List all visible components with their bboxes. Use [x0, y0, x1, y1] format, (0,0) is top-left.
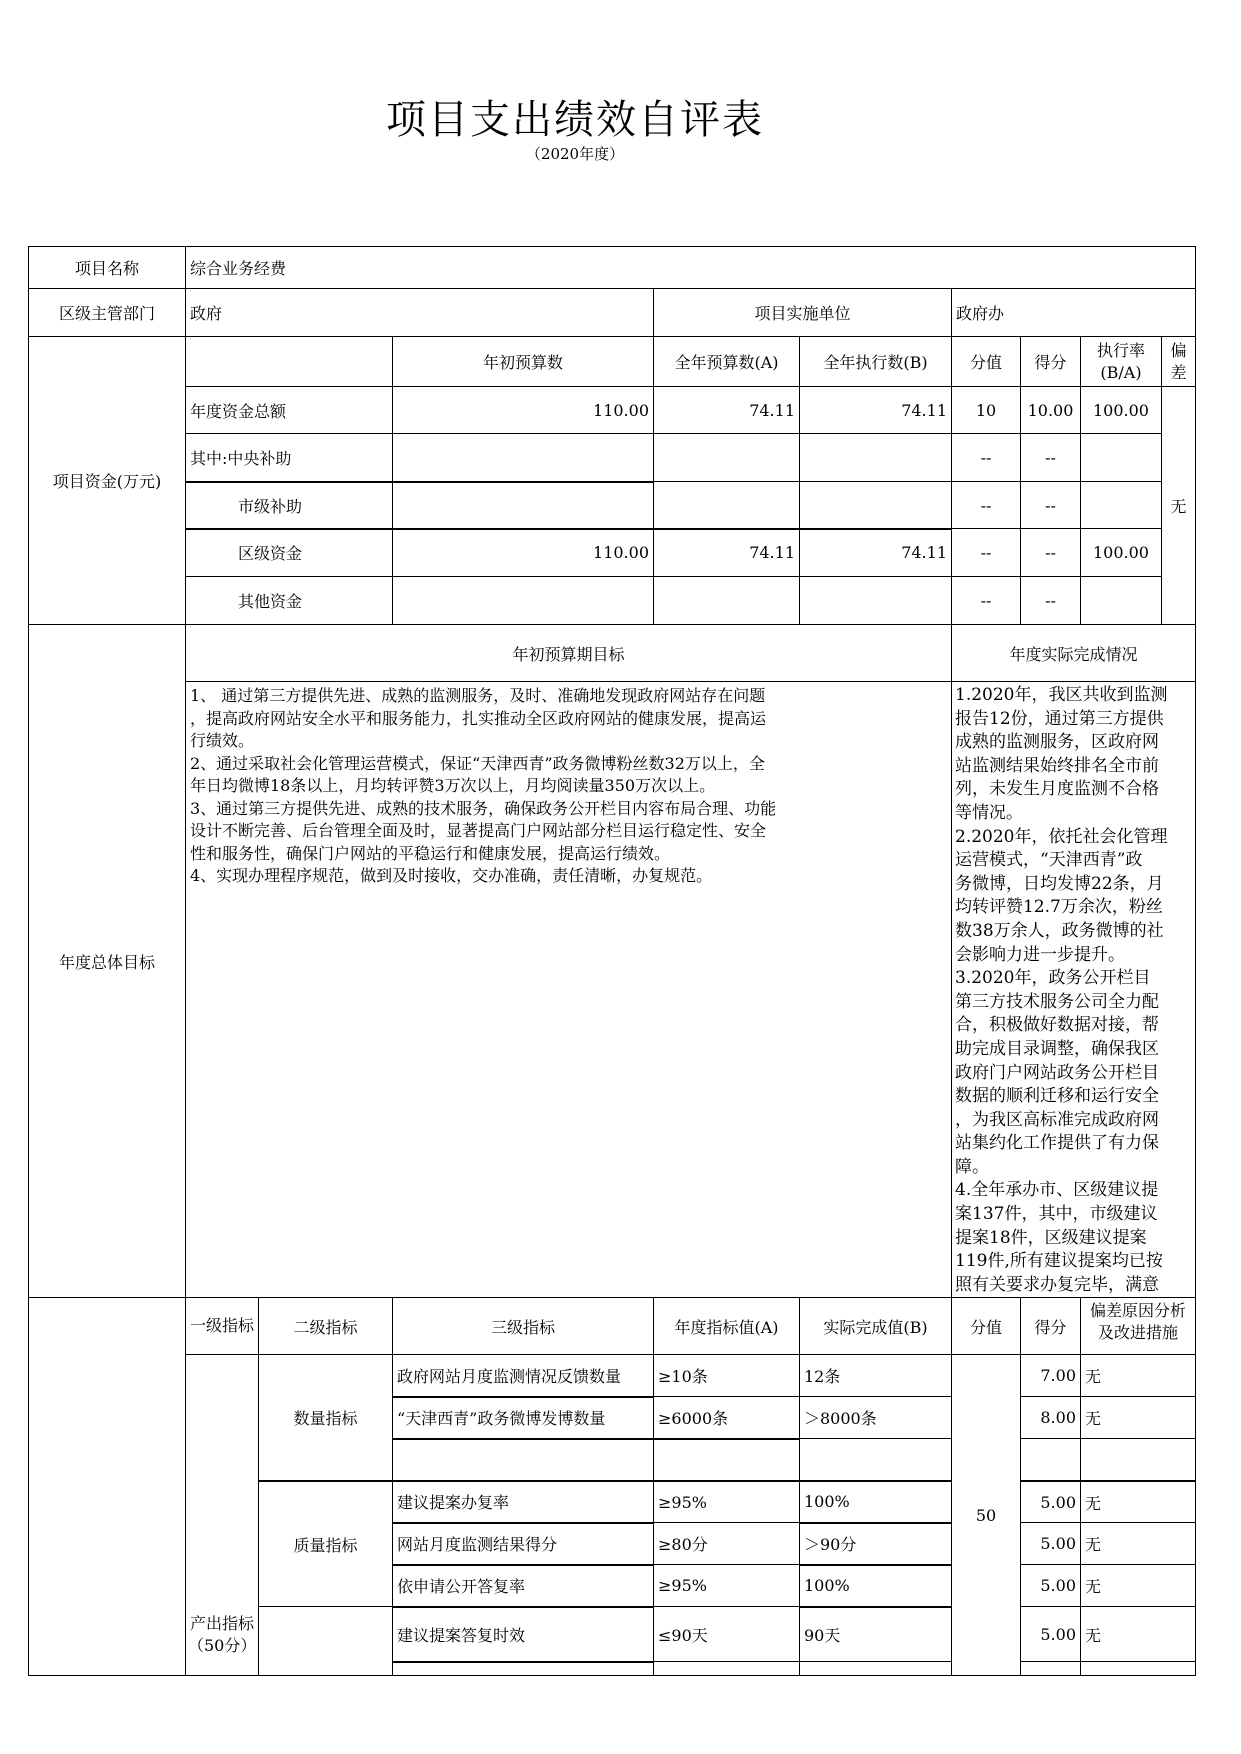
indicator-target: ≥80分 — [654, 1523, 800, 1565]
fund-row-label: 年度资金总额 — [186, 387, 393, 434]
timeliness-indicator-label — [259, 1607, 393, 1676]
fund-full-a — [654, 434, 800, 482]
actual-line: 等情况。 — [955, 802, 1023, 823]
planned-goals-header: 年初预算期目标 — [186, 625, 952, 682]
dept-label: 区级主管部门 — [29, 289, 186, 337]
planned-goal-line: 行绩效。 — [190, 731, 255, 750]
actual-line: 照有关要求办复完毕，满意 — [955, 1274, 1159, 1295]
deviation-value: 无 — [1162, 387, 1196, 625]
actual-line: 成熟的监测服务，区政府网 — [955, 732, 1159, 753]
actual-line: 站集约化工作提供了有力保 — [955, 1133, 1159, 1154]
indicator-name: 建议提案办复率 — [393, 1481, 654, 1523]
unit-label: 项目实施单位 — [654, 289, 952, 337]
indicator-name — [393, 1439, 654, 1481]
col-level1: 一级指标 — [186, 1298, 259, 1355]
indicator-score: 8.00 — [1021, 1397, 1081, 1439]
indicator-actual — [800, 1439, 952, 1481]
col-score-value: 分值 — [952, 337, 1021, 387]
actual-line: 务微博，日均发博22条，月 — [955, 873, 1164, 894]
fund-initial — [393, 482, 654, 529]
fund-rate — [1081, 482, 1162, 529]
fund-initial — [393, 434, 654, 482]
fund-rate — [1081, 434, 1162, 482]
actual-line: 站监测结果始终排名全市前 — [955, 755, 1159, 776]
fund-score: -- — [1021, 434, 1081, 482]
planned-goal-line: 1、 通过第三方提供先进、成熟的监测服务，及时、准确地发现政府网站存在问题 — [190, 686, 766, 705]
actual-completion-text — [952, 682, 1196, 1298]
indicator-score: 5.00 — [1021, 1607, 1081, 1662]
fund-score: -- — [1021, 482, 1081, 529]
dept-value: 政府 — [186, 289, 654, 337]
indicator-score — [1021, 1662, 1081, 1676]
indicator-target: ≤90天 — [654, 1607, 800, 1662]
fund-score-value: -- — [952, 482, 1021, 529]
fund-full-a: 74.11 — [654, 387, 800, 434]
fund-row-label: 市级补助 — [186, 482, 393, 529]
actual-line: 第三方技术服务公司全力配 — [955, 991, 1159, 1012]
fund-initial — [393, 577, 654, 625]
goals-section-label: 年度总体目标 — [29, 625, 186, 1298]
project-name-label: 项目名称 — [29, 247, 186, 289]
indicator-name: 网站月度监测结果得分 — [393, 1523, 654, 1565]
indicator-target — [654, 1662, 800, 1676]
indicator-score: 5.00 — [1021, 1565, 1081, 1607]
col-deviation: 偏差 — [1162, 337, 1196, 387]
indicator-reason: 无 — [1081, 1355, 1196, 1397]
col-full-budget: 全年预算数(A) — [654, 337, 800, 387]
col-score: 得分 — [1021, 337, 1081, 387]
col-execution: 全年执行数(B) — [800, 337, 952, 387]
indicator-actual: 90天 — [800, 1607, 952, 1662]
output-indicator-label: 产出指标（50分） — [186, 1355, 259, 1676]
fund-initial: 110.00 — [393, 387, 654, 434]
indicator-name: “天津西青”政务微博发博数量 — [393, 1397, 654, 1439]
indicator-target: ≥95% — [654, 1565, 800, 1607]
funds-section-label: 项目资金(万元) — [29, 337, 186, 625]
planned-goal-line: 2、通过采取社会化管理运营模式，保证“天津西青”政务微博粉丝数32万以上，全 — [190, 753, 765, 773]
indicator-target — [654, 1439, 800, 1481]
quantity-indicator-label: 数量指标 — [259, 1355, 393, 1481]
actual-line: 运营模式，“天津西青”政 — [955, 850, 1143, 871]
fund-exec-b — [800, 577, 952, 625]
fund-full-a — [654, 577, 800, 625]
planned-goal-line: ，提高政府网站安全水平和服务能力，扎实推动全区政府网站的健康发展，提高运 — [190, 708, 767, 728]
fund-score-value: 10 — [952, 387, 1021, 434]
col-ind-score: 得分 — [1021, 1298, 1081, 1355]
actual-line: 案137件，其中，市级建议 — [955, 1204, 1158, 1225]
actual-line: 数38万余人，政务微博的社 — [955, 920, 1164, 941]
project-name-value: 综合业务经费 — [186, 247, 1196, 289]
indicator-target: ≥6000条 — [654, 1397, 800, 1439]
col-actual: 实际完成值(B) — [800, 1298, 952, 1355]
indicator-name: 政府网站月度监测情况反馈数量 — [393, 1355, 654, 1397]
unit-value: 政府办 — [952, 289, 1196, 337]
actual-line: 助完成目录调整，确保我区 — [955, 1038, 1159, 1059]
indicator-target: ≥10条 — [654, 1355, 800, 1397]
actual-line: 119件,所有建议提案均已按 — [955, 1251, 1163, 1272]
actual-line: 1.2020年，我区共收到监测 — [955, 685, 1168, 705]
actual-line: 提案18件，区级建议提案 — [955, 1227, 1147, 1248]
indicator-actual: 100% — [800, 1565, 952, 1607]
indicator-actual: ＞90分 — [800, 1523, 952, 1565]
actual-line: ，为我区高标准完成政府网 — [955, 1109, 1159, 1130]
indicator-reason: 无 — [1081, 1607, 1196, 1662]
fund-rate — [1081, 577, 1162, 625]
fund-score-value: -- — [952, 434, 1021, 482]
indicator-reason: 无 — [1081, 1397, 1196, 1439]
planned-goal-line: 3、通过第三方提供先进、成熟的技术服务，确保政务公开栏目内容布局合理、功能 — [190, 798, 777, 818]
fund-row-label: 其中:中央补助 — [186, 434, 393, 482]
actual-line: 均转评赞12.7万余次，粉丝 — [955, 897, 1163, 918]
quality-indicator-label: 质量指标 — [259, 1481, 393, 1607]
fund-full-a: 74.11 — [654, 529, 800, 577]
fund-score-value: -- — [952, 529, 1021, 577]
actual-line: 障。 — [955, 1156, 989, 1177]
output-score-value: 50 — [952, 1355, 1021, 1676]
fund-rate: 100.00 — [1081, 387, 1162, 434]
actual-line: 报告12份，通过第三方提供 — [955, 708, 1164, 729]
col-exec-rate: 执行率(B/A) — [1081, 337, 1162, 387]
fund-rate: 100.00 — [1081, 529, 1162, 577]
planned-goal-line: 年日均微博18条以上，月均转评赞3万次以上，月均阅读量350万次以上。 — [190, 776, 716, 795]
page-title: 项目支出绩效自评表 — [386, 97, 764, 143]
col-target: 年度指标值(A) — [654, 1298, 800, 1355]
indicator-target: ≥95% — [654, 1481, 800, 1523]
actual-line: 数据的顺利迁移和运行安全 — [955, 1086, 1159, 1107]
indicator-actual: 100% — [800, 1481, 952, 1523]
indicator-reason — [1081, 1662, 1196, 1676]
funds-header-blank — [186, 337, 393, 387]
col-initial-budget: 年初预算数 — [393, 337, 654, 387]
indicator-name — [393, 1662, 654, 1676]
indicator-actual: ＞8000条 — [800, 1397, 952, 1439]
actual-line: 3.2020年，政务公开栏目 — [955, 968, 1151, 989]
fund-initial: 110.00 — [393, 529, 654, 577]
indicator-score — [1021, 1439, 1081, 1481]
indicator-score: 7.00 — [1021, 1355, 1081, 1397]
planned-goals-text — [186, 682, 952, 1298]
indicator-reason: 无 — [1081, 1565, 1196, 1607]
fund-score-value: -- — [952, 577, 1021, 625]
indicator-score: 5.00 — [1021, 1481, 1081, 1523]
planned-goal-line: 4、实现办理程序规范，做到及时接收，交办准确，责任清晰，办复规范。 — [190, 866, 713, 885]
fund-score: -- — [1021, 529, 1081, 577]
indicator-name: 依申请公开答复率 — [393, 1565, 654, 1607]
indicator-actual — [800, 1662, 952, 1676]
planned-goal-line: 设计不断完善、后台管理全面及时，显著提高门户网站部分栏目运行稳定性、安全 — [190, 821, 767, 840]
actual-line: 政府门户网站政务公开栏目 — [955, 1062, 1159, 1083]
fund-exec-b — [800, 434, 952, 482]
col-level3: 三级指标 — [393, 1298, 654, 1355]
fund-full-a — [654, 482, 800, 529]
col-reason: 偏差原因分析及改进措施 — [1081, 1298, 1196, 1355]
fund-exec-b: 74.11 — [800, 387, 952, 434]
planned-goal-line: 性和服务性，确保门户网站的平稳运行和健康发展，提高运行绩效。 — [190, 843, 671, 863]
actual-line: 合，积极做好数据对接，帮 — [955, 1015, 1159, 1036]
indicator-score: 5.00 — [1021, 1523, 1081, 1565]
indicator-reason: 无 — [1081, 1481, 1196, 1523]
fund-row-label: 区级资金 — [186, 529, 393, 577]
indicator-name: 建议提案答复时效 — [393, 1607, 654, 1662]
col-ind-score-value: 分值 — [952, 1298, 1021, 1355]
fund-exec-b: 74.11 — [800, 529, 952, 577]
col-level2: 二级指标 — [259, 1298, 393, 1355]
fund-score: -- — [1021, 577, 1081, 625]
fund-row-label: 其他资金 — [186, 577, 393, 625]
actual-line: 4.全年承办市、区级建议提 — [955, 1180, 1159, 1201]
fund-exec-b — [800, 482, 952, 529]
indicator-reason — [1081, 1439, 1196, 1481]
performance-table — [28, 246, 1196, 1676]
page-subtitle-year: （2020年度） — [525, 145, 625, 163]
indicators-left-blank — [29, 1298, 186, 1676]
fund-score: 10.00 — [1021, 387, 1081, 434]
indicator-reason: 无 — [1081, 1523, 1196, 1565]
indicator-actual: 12条 — [800, 1355, 952, 1397]
actual-completion-header: 年度实际完成情况 — [952, 625, 1196, 682]
actual-line: 列，未发生月度监测不合格 — [955, 779, 1159, 800]
actual-line: 会影响力进一步提升。 — [955, 944, 1125, 965]
actual-line: 2.2020年，依托社会化管理 — [955, 826, 1168, 847]
